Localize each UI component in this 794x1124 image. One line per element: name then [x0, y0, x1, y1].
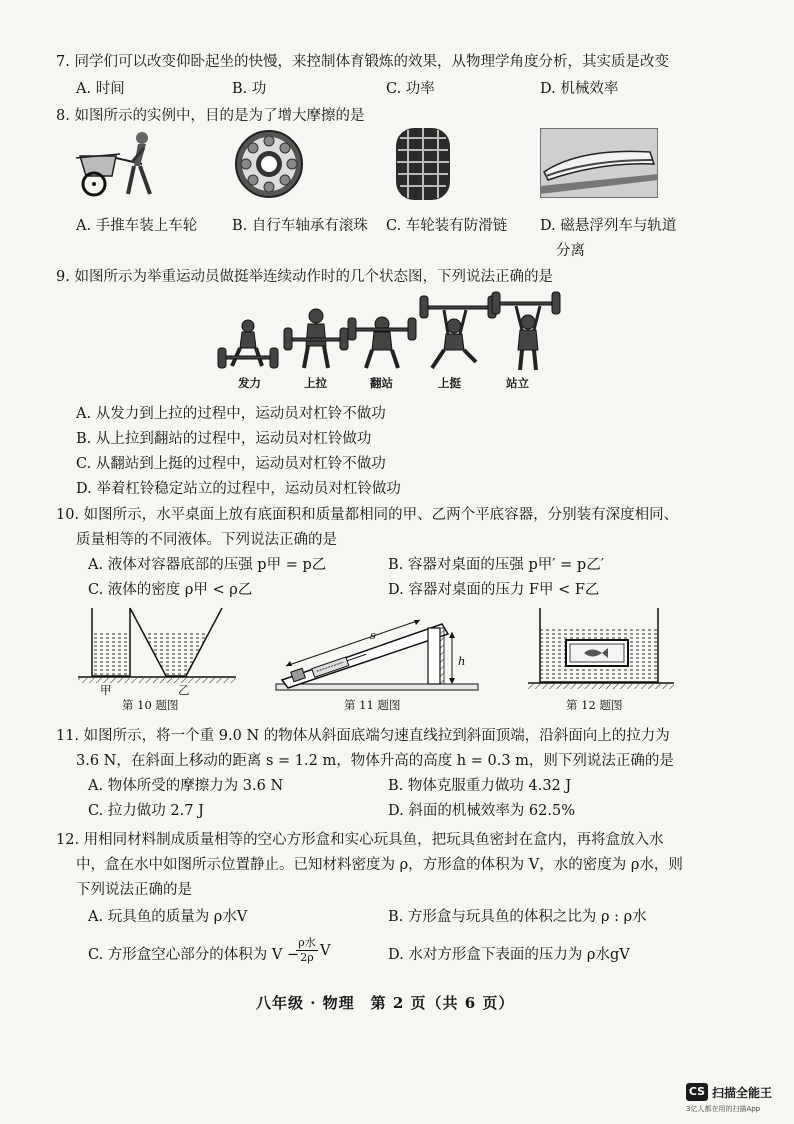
fig11-label-h: h — [458, 654, 466, 668]
q7-option-d: D. 机械效率 — [540, 81, 619, 97]
q12-option-d: D. 水对方形盒下表面的压力为 ρ水gV — [388, 947, 630, 963]
page-footer: 八年级 · 物理 第 2 页（共 6 页） — [256, 994, 515, 1012]
q9-caption-1: 发力 — [238, 376, 261, 390]
snow-chain-tire-image — [388, 124, 458, 204]
q8-option-c: C. 车轮装有防滑链 — [386, 218, 508, 234]
watermark-brand: 扫描全能王 — [712, 1086, 773, 1100]
bearing-image — [234, 124, 304, 202]
q10-option-a: A. 液体对容器底部的压强 p甲 = p乙 — [88, 557, 327, 573]
q7-option-a: A. 时间 — [76, 81, 125, 97]
fig11-incline-diagram — [272, 604, 482, 692]
q8-option-b: B. 自行车轴承有滚珠 — [232, 218, 368, 234]
q12-frac-denominator: 2ρ — [300, 951, 314, 964]
watermark-tagline: 3亿人都在用的扫描App — [686, 1105, 761, 1113]
fig10-containers-diagram — [76, 604, 246, 690]
q12-stem-1: 12. 用相同材料制成质量相等的空心方形盒和实心玩具鱼，把玩具鱼密封在盒内，再将盒放入水 — [56, 832, 664, 848]
weightlifter-sequence-image — [212, 290, 562, 376]
q8-option-d: D. 磁悬浮列车与轨道 — [540, 218, 677, 234]
q10-option-c: C. 液体的密度 ρ甲 < ρ乙 — [88, 582, 253, 598]
q9-caption-5: 站立 — [506, 376, 529, 390]
q11-option-c: C. 拉力做功 2.7 J — [88, 803, 204, 819]
q11-stem-1: 11. 如图所示，将一个重 9.0 N 的物体从斜面底端匀速直线拉到斜面顶端，沿斜面向上的拉力为 — [56, 728, 670, 744]
q10-option-d: D. 容器对桌面的压力 F甲 < F乙 — [388, 582, 600, 598]
q8-option-d-cont: 分离 — [556, 243, 585, 259]
fig10-label-jia: 甲 — [100, 683, 112, 697]
q12-frac-numerator: ρ水 — [296, 934, 318, 951]
q9-option-b: B. 从上拉到翻站的过程中，运动员对杠铃做功 — [76, 431, 372, 447]
fig11-caption: 第 11 题图 — [344, 698, 401, 712]
q12-frac-tail: V — [320, 943, 331, 959]
q7-option-b: B. 功 — [232, 81, 267, 97]
fig10-label-yi: 乙 — [178, 683, 190, 697]
q9-caption-4: 上挺 — [438, 376, 461, 390]
q9-caption-3: 翻站 — [370, 376, 393, 390]
q8-stem: 8. 如图所示的实例中，目的是为了增大摩擦的是 — [56, 108, 365, 124]
q10-option-b: B. 容器对桌面的压强 p甲′ = p乙′ — [388, 557, 604, 573]
q12-option-a: A. 玩具鱼的质量为 ρ水V — [88, 909, 248, 925]
q9-option-a: A. 从发力到上拉的过程中，运动员对杠铃不做功 — [76, 406, 386, 422]
wheelbarrow-image — [72, 128, 164, 200]
q11-stem-2: 3.6 N，在斜面上移动的距离 s = 1.2 m，物体升高的高度 h = 0.3 m，则下列说法正确的是 — [76, 753, 674, 769]
q12-stem-3: 下列说法正确的是 — [76, 882, 192, 898]
q12-option-c: C. 方形盒空心部分的体积为 V − — [88, 947, 300, 963]
q9-stem: 9. 如图所示为举重运动员做挺举连续动作时的几个状态图，下列说法正确的是 — [56, 269, 553, 285]
q12-stem-2: 中，盒在水中如图所示位置静止。已知材料密度为 ρ，方形盒的体积为 V，水的密度为 ρ水，则 — [76, 857, 683, 873]
camscanner-logo-icon: CS — [686, 1083, 708, 1101]
q11-option-d: D. 斜面的机械效率为 62.5% — [388, 803, 575, 819]
q10-stem-1: 10. 如图所示，水平桌面上放有底面积和质量都相同的甲、乙两个平底容器，分别装有深度相同、 — [56, 507, 679, 523]
q10-stem-2: 质量相等的不同液体。下列说法正确的是 — [76, 532, 337, 548]
q9-option-d: D. 举着杠铃稳定站立的过程中，运动员对杠铃做功 — [76, 481, 401, 497]
fig11-label-s: s — [370, 628, 376, 642]
fig12-caption: 第 12 题图 — [566, 698, 623, 712]
q8-option-a: A. 手推车装上车轮 — [76, 218, 198, 234]
q7-option-c: C. 功率 — [386, 81, 435, 97]
fig10-caption: 第 10 题图 — [122, 698, 179, 712]
q7-stem: 7. 同学们可以改变仰卧起坐的快慢，来控制体育锻炼的效果，从物理学角度分析，其实质是改变 — [56, 54, 669, 70]
q11-option-a: A. 物体所受的摩擦力为 3.6 N — [88, 778, 284, 794]
q12-option-b: B. 方形盒与玩具鱼的体积之比为 ρ : ρ水 — [388, 909, 647, 925]
q11-option-b: B. 物体克服重力做功 4.32 J — [388, 778, 572, 794]
fig12-water-tank-diagram — [528, 604, 678, 690]
maglev-train-image — [540, 128, 658, 198]
q9-option-c: C. 从翻站到上挺的过程中，运动员对杠铃不做功 — [76, 456, 386, 472]
q9-caption-2: 上拉 — [304, 376, 327, 390]
